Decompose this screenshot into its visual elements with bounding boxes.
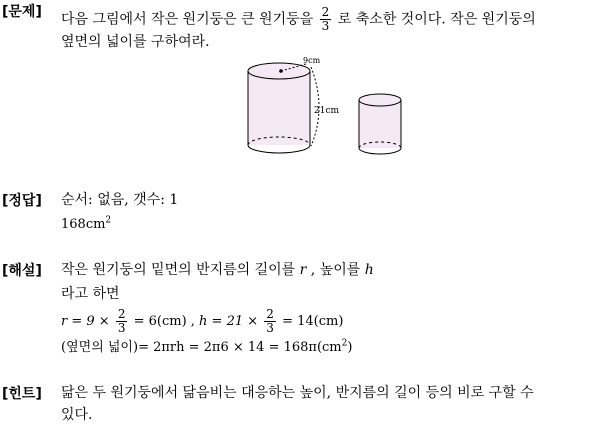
radius-label: 9cm — [303, 56, 321, 65]
solution-area-equation: (옆면의 넓이)= $2\pi rh = 2\pi 6 \times 14 = 168\pi(cm^2)$ — [61, 338, 353, 355]
answer-line-1: 순서: 없음, 갯수: 1 — [61, 192, 179, 208]
solution-line-1: 작은 원기둥의 밑면의 반지름의 길이를 r , 높이를 h — [61, 262, 374, 278]
answer-tag: [정답] — [2, 193, 42, 209]
large-cylinder — [248, 63, 310, 153]
answer-line-2: $168cm^2$ — [61, 215, 112, 232]
answer-section — [0, 190, 592, 240]
hint-section — [0, 383, 592, 425]
solution-line-2: 라고 하면 — [61, 286, 120, 302]
problem-line-2: 옆면의 넓이를 구하여라. — [61, 34, 210, 50]
hint-tag: [힌트] — [2, 386, 42, 402]
problem-section — [0, 0, 592, 160]
height-label: 21cm — [314, 106, 340, 116]
cylinders-figure — [0, 0, 592, 160]
small-cylinder — [359, 94, 401, 154]
solution-tag: [해설] — [2, 263, 42, 279]
problem-line-1: 다음 그림에서 작은 원기둥은 큰 원기둥을 $\frac{2}{3}$ 로 축소한 것이다. 작은 원기둥의 — [61, 5, 536, 33]
solution-equation-rh: r = 9 × $\frac{2}{3}$ = 6(cm) , h = 21 × $\frac{2}{3}$ = 14(cm) — [61, 307, 344, 335]
hint-line-1: 닮은 두 원기둥에서 닮음비는 대응하는 높이, 반지름의 길이 등의 비로 구할 수 — [61, 385, 534, 401]
solution-section — [0, 260, 592, 360]
fraction-two-thirds: $\frac{2}{3}$ — [321, 5, 330, 33]
hint-line-2: 있다. — [61, 407, 93, 423]
problem-tag: [문제] — [2, 4, 42, 20]
